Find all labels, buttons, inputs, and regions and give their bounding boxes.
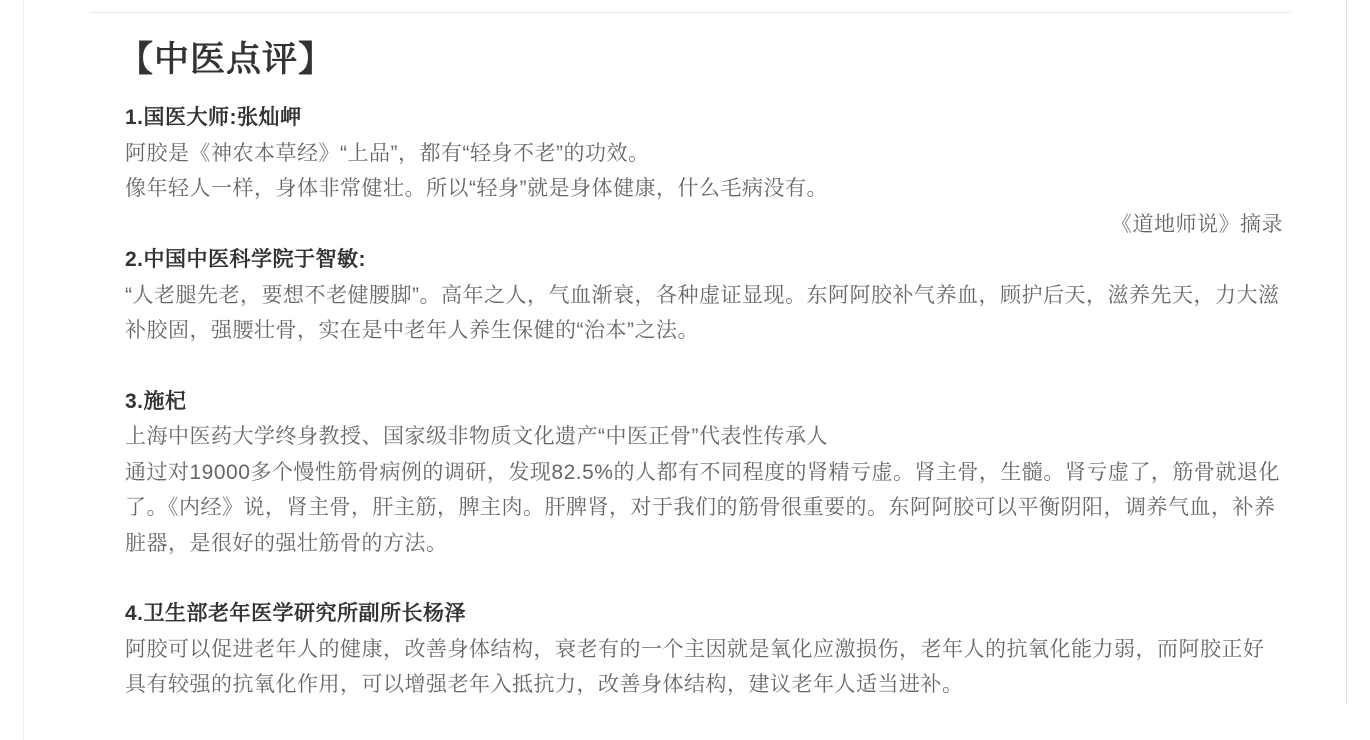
expert-heading: 3.施杞 bbox=[125, 389, 187, 413]
expert-credentials: 上海中医药大学终身教授、国家级非物质文化遗产“中医正骨”代表性传承人 bbox=[125, 425, 828, 448]
quote-attribution: 《道地师说》摘录 bbox=[1111, 212, 1283, 236]
expert-heading: 4.卫生部老年医学研究所副所长杨泽 bbox=[125, 602, 467, 625]
expert-quote-line: 阿胶是《神农本草经》“上品”，都有“轻身不老”的功效。 bbox=[125, 141, 650, 165]
section-divider bbox=[90, 12, 1290, 13]
expert-heading: 2.中国中医科学院于智敏: bbox=[125, 248, 367, 271]
expert-quote-paragraph: 通过对19000多个慢性筋骨病例的调研，发现82.5%的人都有不同程度的肾精亏虚。肾主骨，生髓。肾亏虚了，筋骨就退化了。《内经》说，肾主骨，肝主筋，脾主肉。肝脾肾，对于我们的筋骨很重要的。东阿阿胶可以平衡阴阳，调养气血，补养脏器，是很好的强壮筋骨的方法。 bbox=[125, 460, 1280, 555]
page-left-border bbox=[23, 0, 24, 740]
expert-quote-paragraph: 阿胶可以促进老年人的健康，改善身体结构，衰老有的一个主因就是氧化应激损伤，老年人的抗氧化能力弱，而阿胶正好具有较强的抗氧化作用，可以增强老年入抵抗力，改善身体结构，建议老年人适当进补。 bbox=[125, 637, 1265, 696]
expert-review-1 bbox=[125, 100, 1283, 242]
expert-heading: 1.国医大师:张灿岬 bbox=[125, 106, 302, 129]
expert-quote-paragraph: “人老腿先老，要想不老健腰脚”。高年之人，气血渐衰，各种虚证显现。东阿阿胶补气养血，顾护后天，滋养先天，力大滋补胶固，强腰壮骨，实在是中老年人养生保健的“治本”之法。 bbox=[125, 283, 1280, 342]
expert-review-2 bbox=[125, 242, 1283, 349]
tcm-review-section bbox=[118, 38, 1283, 703]
expert-review-3 bbox=[125, 384, 1283, 562]
expert-quote-line: 像年轻人一样，身体非常健壮。所以“轻身”就是身体健康，什么毛病没有。 bbox=[125, 177, 828, 200]
page-right-border bbox=[1346, 0, 1347, 704]
expert-review-4 bbox=[125, 596, 1283, 703]
page-title: 【中医点评】 bbox=[118, 40, 335, 79]
